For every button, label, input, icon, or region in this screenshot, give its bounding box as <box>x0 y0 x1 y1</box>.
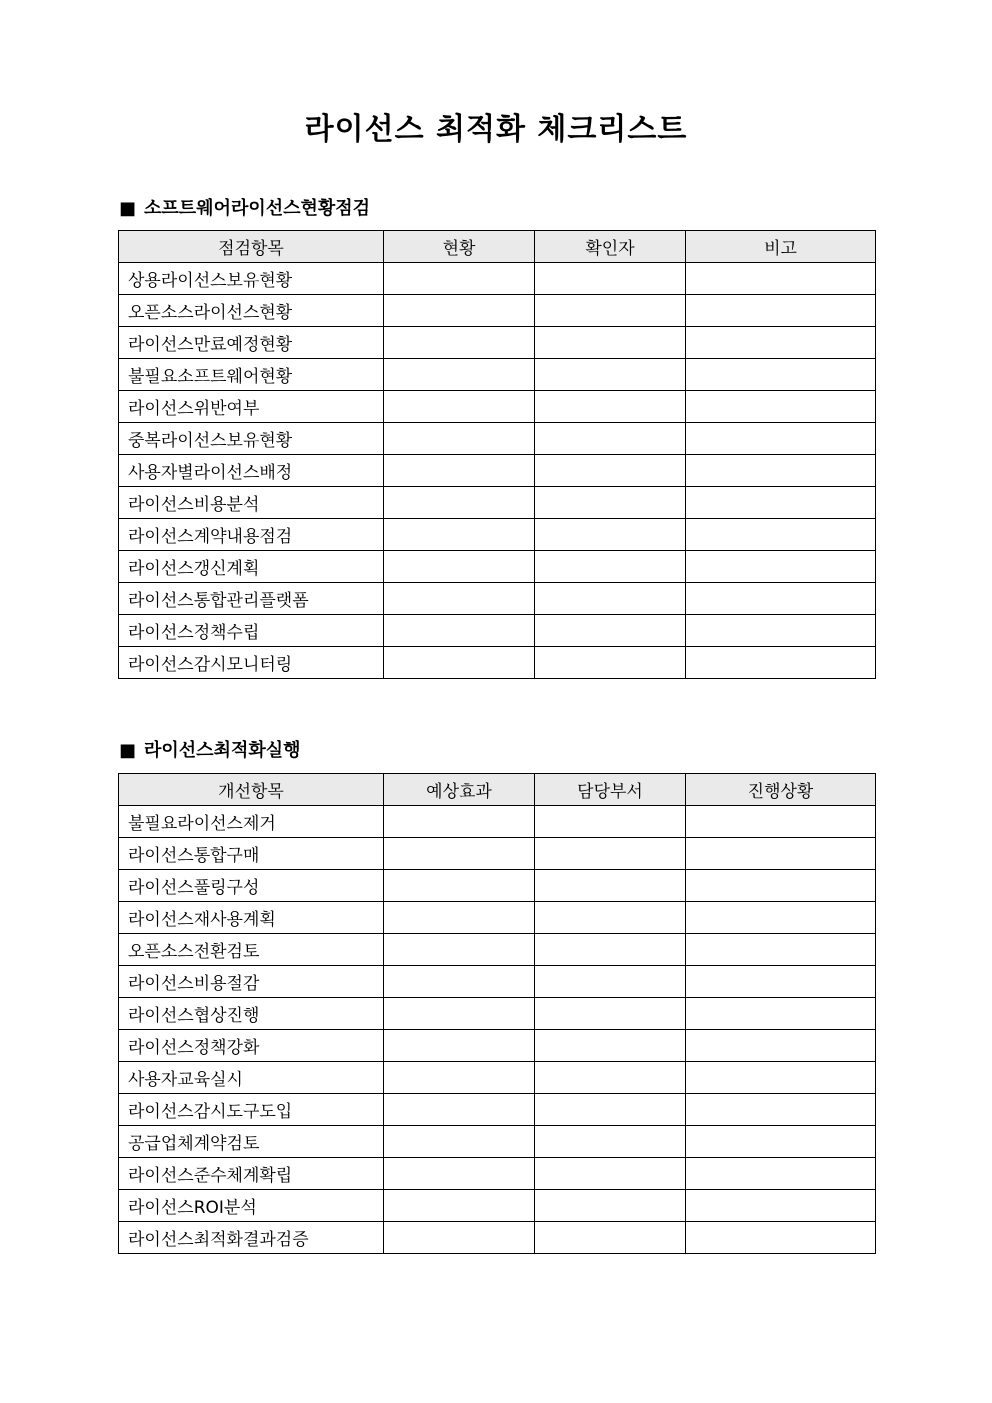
status-cell[interactable] <box>384 455 535 487</box>
item-label-cell: 라이선스최적화결과검증 <box>119 1222 384 1254</box>
checker-cell[interactable] <box>535 615 686 647</box>
progress-cell[interactable] <box>686 934 876 966</box>
checker-cell[interactable] <box>535 551 686 583</box>
checker-cell[interactable] <box>535 487 686 519</box>
item-label-cell: 라이선스감시모니터링 <box>119 647 384 679</box>
department-cell[interactable] <box>535 966 686 998</box>
item-label-cell: 오픈소스전환검토 <box>119 934 384 966</box>
item-label-cell: 라이선스감시도구도입 <box>119 1094 384 1126</box>
progress-cell[interactable] <box>686 1126 876 1158</box>
table-row <box>119 934 876 966</box>
note-cell[interactable] <box>686 263 876 295</box>
note-cell[interactable] <box>686 551 876 583</box>
table-row <box>119 902 876 934</box>
section-heading-license-status <box>119 194 370 220</box>
item-label-cell: 라이선스비용절감 <box>119 966 384 998</box>
department-cell[interactable] <box>535 1158 686 1190</box>
header-improvement-item: 개선항목 <box>119 774 384 806</box>
table-row <box>119 295 876 327</box>
note-cell[interactable] <box>686 647 876 679</box>
table-row <box>119 391 876 423</box>
department-cell[interactable] <box>535 1126 686 1158</box>
checker-cell[interactable] <box>535 519 686 551</box>
expected-effect-cell[interactable] <box>384 934 535 966</box>
table-row <box>119 1222 876 1254</box>
note-cell[interactable] <box>686 487 876 519</box>
department-cell[interactable] <box>535 998 686 1030</box>
table-row <box>119 519 876 551</box>
table-row <box>119 263 876 295</box>
table-row <box>119 647 876 679</box>
progress-cell[interactable] <box>686 998 876 1030</box>
table-header-row <box>119 231 876 263</box>
license-status-table-body <box>119 263 876 679</box>
square-bullet-icon: ■ <box>119 740 137 761</box>
item-label-cell: 라이선스만료예정현황 <box>119 327 384 359</box>
status-cell[interactable] <box>384 519 535 551</box>
item-label-cell: 라이선스준수체계확립 <box>119 1158 384 1190</box>
table-row <box>119 359 876 391</box>
header-checker: 확인자 <box>535 231 686 263</box>
item-label-cell: 라이선스협상진행 <box>119 998 384 1030</box>
expected-effect-cell[interactable] <box>384 1158 535 1190</box>
expected-effect-cell[interactable] <box>384 1126 535 1158</box>
item-label-cell: 라이선스위반여부 <box>119 391 384 423</box>
header-expected-effect: 예상효과 <box>384 774 535 806</box>
license-status-table <box>118 230 876 679</box>
table-row <box>119 966 876 998</box>
progress-cell[interactable] <box>686 1190 876 1222</box>
expected-effect-cell[interactable] <box>384 1190 535 1222</box>
checker-cell[interactable] <box>535 647 686 679</box>
header-check-item: 점검항목 <box>119 231 384 263</box>
note-cell[interactable] <box>686 423 876 455</box>
table-row <box>119 1126 876 1158</box>
status-cell[interactable] <box>384 551 535 583</box>
item-label-cell: 사용자교육실시 <box>119 1062 384 1094</box>
section-heading-text: 소프트웨어라이선스현황점검 <box>144 198 371 219</box>
header-status: 현황 <box>384 231 535 263</box>
checker-cell[interactable] <box>535 327 686 359</box>
expected-effect-cell[interactable] <box>384 1222 535 1254</box>
status-cell[interactable] <box>384 583 535 615</box>
status-cell[interactable] <box>384 647 535 679</box>
item-label-cell: 라이선스ROI분석 <box>119 1190 384 1222</box>
checker-cell[interactable] <box>535 583 686 615</box>
optimization-table <box>118 773 876 1254</box>
note-cell[interactable] <box>686 583 876 615</box>
department-cell[interactable] <box>535 806 686 838</box>
item-label-cell: 라이선스정책강화 <box>119 1030 384 1062</box>
expected-effect-cell[interactable] <box>384 806 535 838</box>
department-cell[interactable] <box>535 934 686 966</box>
table-row <box>119 998 876 1030</box>
note-cell[interactable] <box>686 295 876 327</box>
status-cell[interactable] <box>384 359 535 391</box>
department-cell[interactable] <box>535 870 686 902</box>
item-label-cell: 라이선스통합관리플랫폼 <box>119 583 384 615</box>
note-cell[interactable] <box>686 391 876 423</box>
progress-cell[interactable] <box>686 1094 876 1126</box>
item-label-cell: 불필요라이선스제거 <box>119 806 384 838</box>
progress-cell[interactable] <box>686 1158 876 1190</box>
item-label-cell: 오픈소스라이선스현황 <box>119 295 384 327</box>
item-label-cell: 불필요소프트웨어현황 <box>119 359 384 391</box>
progress-cell[interactable] <box>686 806 876 838</box>
department-cell[interactable] <box>535 1030 686 1062</box>
table-row <box>119 455 876 487</box>
table-header-row <box>119 774 876 806</box>
table-row <box>119 806 876 838</box>
progress-cell[interactable] <box>686 838 876 870</box>
department-cell[interactable] <box>535 1062 686 1094</box>
square-bullet-icon: ■ <box>119 198 137 219</box>
section-heading-optimization <box>119 736 301 762</box>
progress-cell[interactable] <box>686 902 876 934</box>
status-cell[interactable] <box>384 295 535 327</box>
expected-effect-cell[interactable] <box>384 1030 535 1062</box>
table-row <box>119 1062 876 1094</box>
note-cell[interactable] <box>686 615 876 647</box>
note-cell[interactable] <box>686 519 876 551</box>
department-cell[interactable] <box>535 1190 686 1222</box>
item-label-cell: 사용자별라이선스배정 <box>119 455 384 487</box>
table-row <box>119 1158 876 1190</box>
item-label-cell: 상용라이선스보유현황 <box>119 263 384 295</box>
item-label-cell: 중복라이선스보유현황 <box>119 423 384 455</box>
item-label-cell: 라이선스비용분석 <box>119 487 384 519</box>
progress-cell[interactable] <box>686 1222 876 1254</box>
department-cell[interactable] <box>535 1222 686 1254</box>
table-row <box>119 1030 876 1062</box>
checker-cell[interactable] <box>535 391 686 423</box>
optimization-table-body <box>119 806 876 1254</box>
section-heading-text: 라이선스최적화실행 <box>144 740 301 761</box>
table-row <box>119 487 876 519</box>
expected-effect-cell[interactable] <box>384 838 535 870</box>
department-cell[interactable] <box>535 1094 686 1126</box>
progress-cell[interactable] <box>686 1030 876 1062</box>
expected-effect-cell[interactable] <box>384 998 535 1030</box>
checker-cell[interactable] <box>535 263 686 295</box>
header-note: 비고 <box>686 231 876 263</box>
progress-cell[interactable] <box>686 1062 876 1094</box>
status-cell[interactable] <box>384 391 535 423</box>
checker-cell[interactable] <box>535 295 686 327</box>
department-cell[interactable] <box>535 838 686 870</box>
expected-effect-cell[interactable] <box>384 870 535 902</box>
table-row <box>119 1094 876 1126</box>
table-row <box>119 583 876 615</box>
item-label-cell: 라이선스정책수립 <box>119 615 384 647</box>
expected-effect-cell[interactable] <box>384 966 535 998</box>
item-label-cell: 라이선스통합구매 <box>119 838 384 870</box>
department-cell[interactable] <box>535 902 686 934</box>
table-row <box>119 1190 876 1222</box>
item-label-cell: 라이선스갱신계획 <box>119 551 384 583</box>
status-cell[interactable] <box>384 327 535 359</box>
status-cell[interactable] <box>384 263 535 295</box>
status-cell[interactable] <box>384 423 535 455</box>
progress-cell[interactable] <box>686 966 876 998</box>
checker-cell[interactable] <box>535 455 686 487</box>
item-label-cell: 라이선스재사용계획 <box>119 902 384 934</box>
note-cell[interactable] <box>686 359 876 391</box>
checker-cell[interactable] <box>535 423 686 455</box>
item-label-cell: 라이선스풀링구성 <box>119 870 384 902</box>
note-cell[interactable] <box>686 327 876 359</box>
expected-effect-cell[interactable] <box>384 902 535 934</box>
note-cell[interactable] <box>686 455 876 487</box>
table-row <box>119 551 876 583</box>
item-label-cell: 라이선스계약내용점검 <box>119 519 384 551</box>
table-row <box>119 615 876 647</box>
table-row <box>119 838 876 870</box>
progress-cell[interactable] <box>686 870 876 902</box>
expected-effect-cell[interactable] <box>384 1062 535 1094</box>
status-cell[interactable] <box>384 615 535 647</box>
expected-effect-cell[interactable] <box>384 1094 535 1126</box>
header-progress: 진행상황 <box>686 774 876 806</box>
table-row <box>119 423 876 455</box>
document-title: 라이선스 최적화 체크리스트 <box>304 112 688 147</box>
checker-cell[interactable] <box>535 359 686 391</box>
table-row <box>119 870 876 902</box>
status-cell[interactable] <box>384 487 535 519</box>
header-department: 담당부서 <box>535 774 686 806</box>
item-label-cell: 공급업체계약검토 <box>119 1126 384 1158</box>
table-row <box>119 327 876 359</box>
